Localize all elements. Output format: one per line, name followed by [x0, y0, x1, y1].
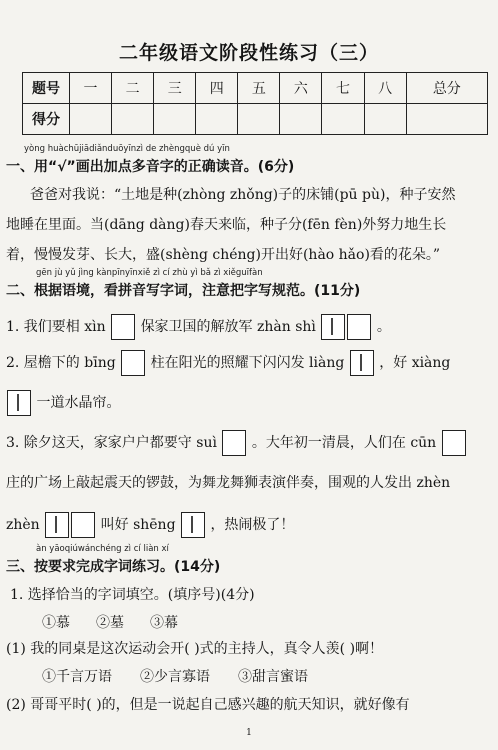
question-2-2-text-a: 2. 屋檐下的	[6, 355, 80, 371]
score-label: 得分	[23, 104, 70, 135]
answer-box[interactable]	[321, 314, 345, 340]
section-1-passage-line-1: 爸爸对我说：“土地是种(zhòng zhǒng)子的床铺(pū pù)，种子安然	[30, 187, 456, 203]
question-2-1-pinyin-2: zhàn shì	[257, 319, 316, 335]
header-label: 题号	[23, 73, 70, 104]
question-2-3-cont-2	[6, 512, 492, 538]
question-2-2-pinyin-1: bīng	[84, 355, 116, 371]
answer-box[interactable]	[111, 314, 135, 340]
section-1-pinyin: yòng huàchūjiādiǎnduōyīnzì de zhèngquè dú yīn	[24, 144, 230, 154]
section-2-pinyin: gēn jù yǔ jìng kànpīnyīnxiě zì cí zhù yì bǎ zì xiěguīfàn	[36, 268, 263, 278]
score-table-score-row	[23, 104, 488, 135]
question-2-3-text-f: ，热闹极了！	[210, 517, 295, 533]
column-8: 八	[364, 73, 406, 104]
sentence-2: (2) 哥哥平时( )的，但是一说起自己感兴趣的航天知识，就好像有	[6, 697, 410, 713]
question-2-2-text-c: ，好	[379, 355, 408, 371]
sentence-1: (1) 我的同桌是这次运动会开( )式的主持人，真令人羡( )啊！	[6, 641, 384, 657]
question-2-3-pinyin-4: zhèn	[6, 517, 40, 533]
answer-box[interactable]	[121, 350, 145, 376]
question-2-3-pinyin-2: cūn	[410, 435, 437, 451]
answer-box[interactable]	[181, 512, 205, 538]
score-cell[interactable]	[70, 104, 112, 135]
column-5: 五	[238, 73, 280, 104]
page-number: 1	[246, 728, 252, 738]
option-3: ③幕	[150, 615, 178, 631]
question-2-3-pinyin-1: suì	[196, 435, 217, 451]
handwriting-mark	[360, 354, 362, 371]
score-table-header-row	[23, 73, 488, 104]
question-2-2-text-b: 柱在阳光的照耀下闪闪发	[150, 355, 305, 371]
score-cell[interactable]	[112, 104, 154, 135]
question-2-3-pinyin-3: zhèn	[416, 475, 451, 491]
option-2: ②墓	[96, 615, 124, 631]
option-1: ①慕	[42, 615, 70, 631]
question-2-2-pinyin-3: xiàng	[411, 355, 451, 371]
option-phrase-1: ①千言万语	[42, 669, 112, 685]
option-phrase-3: ③甜言蜜语	[238, 669, 308, 685]
column-6: 六	[280, 73, 322, 104]
question-2-2-cont	[6, 390, 492, 416]
answer-box[interactable]	[347, 314, 371, 340]
answer-box[interactable]	[350, 350, 374, 376]
section-1-heading: 一、用“√”画出加点多音字的正确读音。(6分)	[6, 159, 295, 175]
question-2-2-pinyin-2: liàng	[309, 355, 345, 371]
answer-box[interactable]	[71, 512, 95, 538]
question-2-1-pinyin-1: xìn	[84, 319, 106, 335]
score-table	[22, 72, 488, 135]
question-2-2	[6, 350, 492, 376]
score-cell[interactable]	[406, 104, 487, 135]
option-phrase-2: ②少言寡语	[140, 669, 210, 685]
question-2-3-text-b: 。大年初一清晨，人们在	[251, 435, 406, 451]
question-2-1-text-c: 。	[376, 319, 391, 335]
question-2-3-text-e: 叫好	[100, 517, 129, 533]
column-7: 七	[322, 73, 364, 104]
question-2-1-text-a: 1. 我们要相	[6, 319, 80, 335]
question-2-1	[6, 314, 492, 340]
column-2: 二	[112, 73, 154, 104]
question-2-3-pinyin-5: shēng	[133, 517, 176, 533]
score-cell[interactable]	[238, 104, 280, 135]
section-3-pinyin: àn yāoqiúwánchéng zì cí liàn xí	[36, 544, 169, 554]
answer-box[interactable]	[222, 430, 246, 456]
score-cell[interactable]	[322, 104, 364, 135]
handwriting-mark	[17, 394, 19, 411]
section-1-passage-line-3: 着，慢慢发芽、长大，盛(shèng chéng)开出好(hào hǎo)看的花朵。”	[6, 247, 441, 263]
answer-box[interactable]	[7, 390, 31, 416]
question-3-1: 1. 选择恰当的字词填空。(填序号)(4分)	[10, 587, 255, 603]
column-4: 四	[196, 73, 238, 104]
score-cell[interactable]	[364, 104, 406, 135]
question-2-3-text-a: 3. 除夕这天，家家户户都要守	[6, 435, 192, 451]
answer-box[interactable]	[442, 430, 466, 456]
score-cell[interactable]	[154, 104, 196, 135]
page-title: 二年级语文阶段性练习（三）	[118, 42, 379, 64]
handwriting-mark	[55, 516, 57, 533]
section-3-heading: 三、按要求完成字词练习。(14分)	[6, 559, 221, 575]
answer-box[interactable]	[45, 512, 69, 538]
column-total: 总分	[406, 73, 487, 104]
handwriting-mark	[331, 318, 333, 335]
section-1-passage-line-2: 地睡在里面。当(dāng dàng)春天来临，种子分(fēn fèn)外努力地生长	[6, 217, 447, 233]
question-2-3-cont	[6, 472, 492, 492]
question-2-1-text-b: 保家卫国的解放军	[140, 319, 253, 335]
question-2-2-text-d: 一道水晶帘。	[36, 395, 121, 411]
column-1: 一	[70, 73, 112, 104]
column-3: 三	[154, 73, 196, 104]
handwriting-mark	[191, 516, 193, 533]
question-2-3-text-c: 庄的广场上敲起震天的锣鼓，为舞龙舞狮表演伴奏，围观的人发出	[6, 475, 412, 491]
section-2-heading: 二、根据语境，看拼音写字词，注意把字写规范。(11分)	[6, 283, 361, 299]
score-cell[interactable]	[196, 104, 238, 135]
score-cell[interactable]	[280, 104, 322, 135]
question-2-3	[6, 430, 492, 456]
